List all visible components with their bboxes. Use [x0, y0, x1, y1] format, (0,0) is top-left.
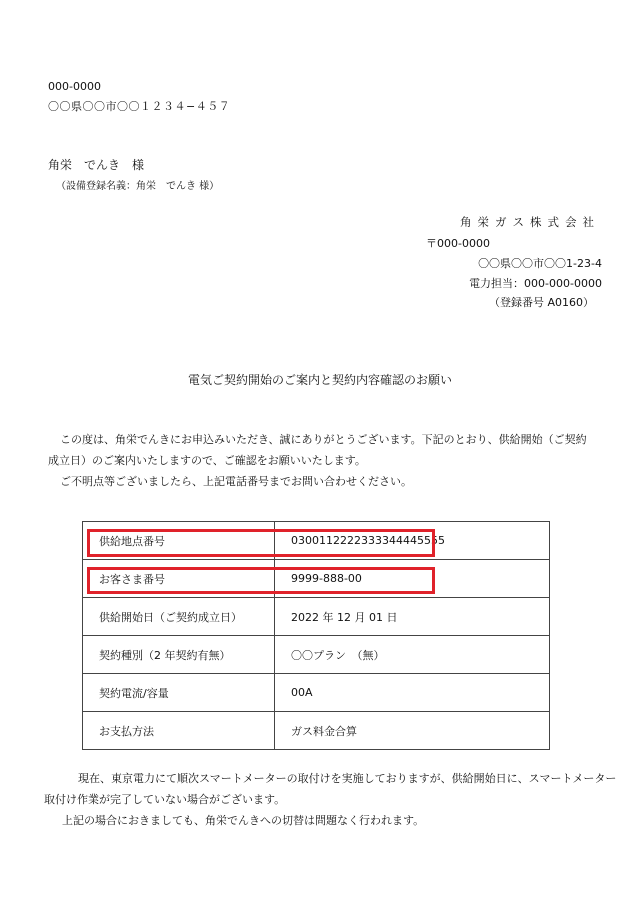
row-label: 供給地点番号 [83, 522, 275, 560]
table-row [83, 712, 550, 750]
row-value: 9999-888-00 [275, 560, 550, 598]
recipient-postal-code: 000-0000 [48, 80, 101, 93]
intro-line-3: ご不明点等ございましたら、上記電話番号までお問い合わせください。 [60, 475, 412, 488]
row-value: 00A [275, 674, 550, 712]
row-label: お支払方法 [83, 712, 275, 750]
recipient-address: 〇〇県〇〇市〇〇１２３４−４５７ [48, 100, 231, 113]
recipient-registration-note: （設備登録名義：角栄 でんき 様） [56, 181, 220, 192]
document-title: 電気ご契約開始のご案内と契約内容確認のお願い [187, 373, 452, 387]
row-label: 契約種別（2 年契約有無） [83, 636, 275, 674]
intro-line-2: 成立日）のご案内いたしますので、ご確認をお願いいたします。 [48, 454, 366, 467]
company-postal-code: 〒000-0000 [426, 237, 490, 250]
row-value: 0300112222333344445555 [275, 522, 550, 560]
row-value: ガス料金合算 [275, 712, 550, 750]
footer-line-1: 現在、東京電力にて順次スマートメーターの取付けを実施しておりますが、供給開始日に、スマートメーター [78, 772, 617, 785]
row-label: 契約電流/容量 [83, 674, 275, 712]
row-label: 供給開始日（ご契約成立日） [83, 598, 275, 636]
table-row [83, 674, 550, 712]
table-row [83, 598, 550, 636]
company-name: 角栄ガス株式会社 [460, 215, 600, 229]
company-registration-number: （登録番号 A0160） [488, 296, 594, 309]
supply-point-highlight-box [87, 529, 435, 557]
customer-number-highlight-box [87, 567, 435, 594]
footer-notice [44, 768, 622, 831]
company-phone: 電力担当：000-000-0000 [469, 277, 602, 290]
intro-line-1: この度は、角栄でんきにお申込みいただき、誠にありがとうございます。下記のとおり、供給開始（ご契約 [60, 433, 587, 446]
row-value: 〇〇プラン （無） [275, 636, 550, 674]
row-label: お客さま番号 [83, 560, 275, 598]
footer-line-3: 上記の場合におきましても、角栄でんきへの切替は問題なく行われます。 [62, 814, 425, 827]
table-row [83, 636, 550, 674]
row-value: 2022 年 12 月 01 日 [275, 598, 550, 636]
recipient-name: 角栄 でんき 様 [48, 158, 145, 172]
footer-line-2: 取付け作業が完了していない場合がございます。 [44, 793, 286, 806]
intro-paragraph [48, 429, 618, 492]
company-address: 〇〇県〇〇市〇〇1-23-4 [478, 257, 602, 270]
